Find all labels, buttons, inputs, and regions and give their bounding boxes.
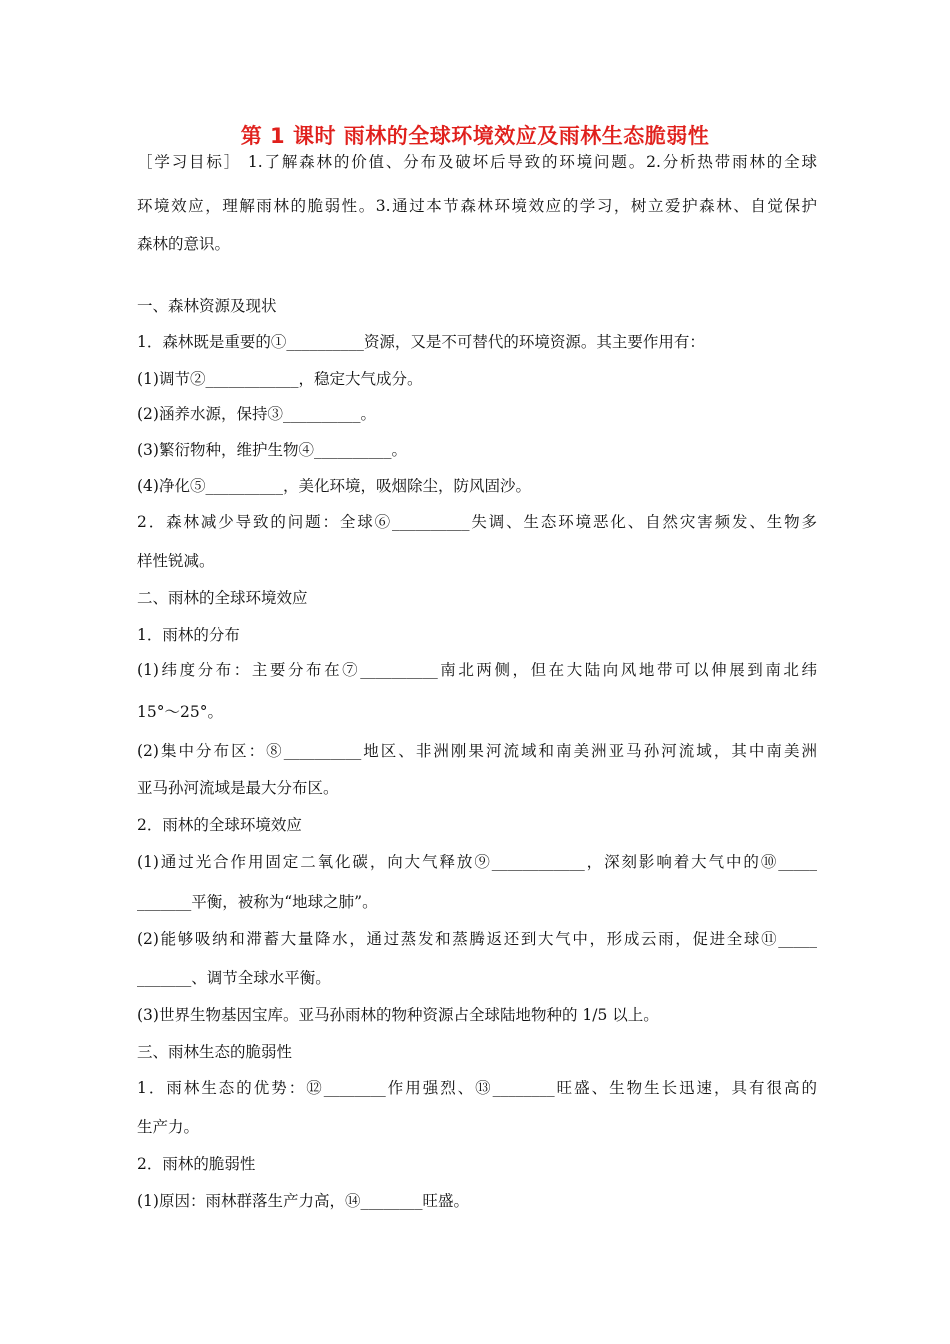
text-line: 1．雨林的分布 — [137, 626, 240, 644]
section-heading-2: 二、雨林的全球环境效应 — [137, 589, 308, 607]
text-line: (1)调节②____________，稳定大气成分。 — [137, 370, 423, 388]
lesson-title: 第 1 课时 雨林的全球环境效应及雨林生态脆弱性 — [240, 124, 710, 148]
learning-goals-line-2: 环境效应，理解雨林的脆弱性。3.通过本节森林环境效应的学习，树立爱护森林、自觉保护 — [137, 197, 817, 215]
text-line: _______平衡，被称为“地球之肺”。 — [137, 893, 378, 911]
section-heading-1: 一、森林资源及现状 — [137, 297, 277, 315]
text-line: 1．雨林生态的优势：⑫________作用强烈、⑬________旺盛、生物生长迅速，具有很高的 — [137, 1079, 817, 1097]
text-line: (3)世界生物基因宝库。亚马孙雨林的物种资源占全球陆地物种的 1/5 以上。 — [137, 1006, 659, 1024]
text-line: (4)净化⑤__________，美化环境，吸烟除尘，防风固沙。 — [137, 477, 531, 495]
text-line: (3)繁衍物种，维护生物④__________。 — [137, 441, 407, 459]
text-line: (2)能够吸纳和滞蓄大量降水，通过蒸发和蒸腾返还到大气中，形成云雨，促进全球⑪_____ — [137, 930, 817, 948]
text-line: 1．森林既是重要的①__________资源，又是不可替代的环境资源。其主要作用有： — [137, 333, 705, 351]
learning-goals-line-1: ［学习目标］ 1.了解森林的价值、分布及破坏后导致的环境问题。2.分析热带雨林的全球 — [137, 153, 817, 171]
text-line: 生产力。 — [137, 1118, 200, 1136]
text-line: (1)原因：雨林群落生产力高，⑭________旺盛。 — [137, 1192, 469, 1210]
text-line: 2．雨林的全球环境效应 — [137, 816, 302, 834]
text-line: 15°～25°。 — [137, 703, 223, 721]
text-line: 2．雨林的脆弱性 — [137, 1155, 256, 1173]
text-line: _______、调节全球水平衡。 — [137, 969, 331, 987]
text-line: (1)通过光合作用固定二氧化碳，向大气释放⑨____________，深刻影响着大气中的⑩_____ — [137, 853, 817, 871]
section-heading-3: 三、雨林生态的脆弱性 — [137, 1043, 293, 1061]
text-line: 亚马孙河流域是最大分布区。 — [137, 779, 339, 797]
text-line: 样性锐减。 — [137, 552, 215, 570]
text-line: 2．森林减少导致的问题：全球⑥__________失调、生态环境恶化、自然灾害频发、生物多 — [137, 513, 817, 531]
learning-goals-line-3: 森林的意识。 — [137, 235, 231, 253]
text-line: (2)集中分布区：⑧__________地区、非洲刚果河流域和南美洲亚马孙河流域，其中南美洲 — [137, 742, 817, 760]
text-line: (2)涵养水源，保持③__________。 — [137, 405, 376, 423]
text-line: (1)纬度分布：主要分布在⑦__________南北两侧，但在大陆向风地带可以伸展到南北纬 — [137, 661, 817, 679]
